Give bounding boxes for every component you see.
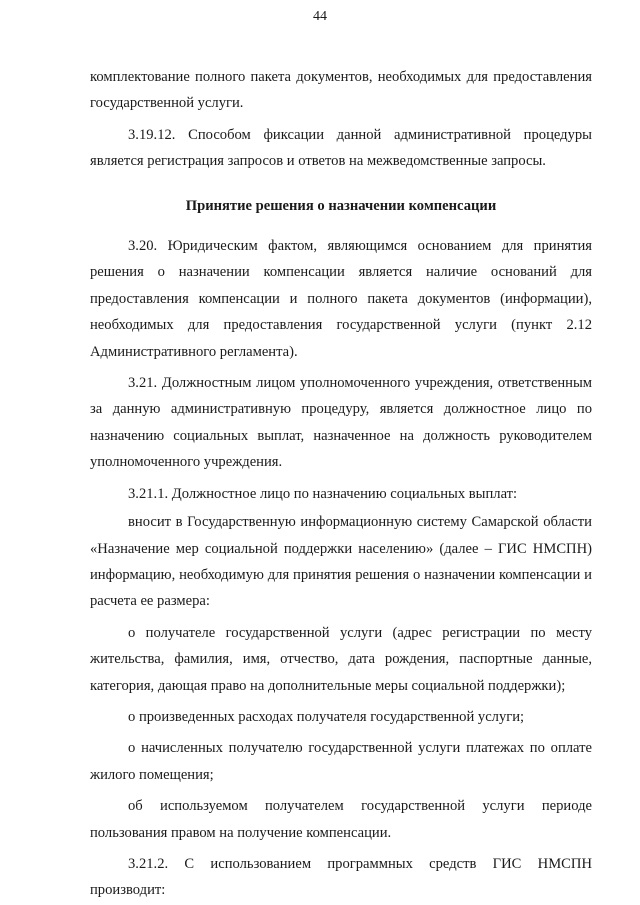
paragraph-continuation: комплектование полного пакета документов, необходимых для предоставления государственной услуги. — [90, 69, 592, 112]
paragraph-recipient-info: о получателе государственной услуги (адрес регистрации по месту жительства, фамилия, имя, отчество, дата рождения, паспортные данные, категория, дающая право на дополнительные меры социальной поддержки); — [90, 624, 592, 694]
paragraph-expenses: о произведенных расходах получателя государственной услуги; — [128, 708, 525, 725]
paragraph-3-20: 3.20. Юридическим фактом, являющимся основанием для принятия решения о назначении компенсации является наличие оснований для предоставления компенсации и полного пакета документов (информации), необходимых для предоставления государственной услуги (пункт 2.12 Административного регламента). — [90, 238, 592, 360]
section-heading: Принятие решения о назначении компенсации — [185, 197, 497, 214]
paragraph-enters-info: вносит в Государственную информационную систему Самарской области «Назначение мер социальной поддержки населению» (далее – ГИС НМСПН) информацию, необходимую для принятия решения о назначении компенсации и расчета ее размера: — [90, 514, 592, 610]
paragraph-3-21-2: 3.21.2. С использованием программных средств ГИС НМСПН производит: — [90, 855, 592, 899]
paragraph-3-21: 3.21. Должностным лицом уполномоченного учреждения, ответственным за данную административную процедуру, является должностное лицо по назначению социальных выплат, назначенное на должность руководителем уполномоченного учреждения. — [90, 375, 592, 471]
paragraph-payments: о начисленных получателю государственной услуги платежах по оплате жилого помещения; — [90, 740, 592, 783]
paragraph-3-21-1: 3.21.1. Должностное лицо по назначению социальных выплат: — [128, 485, 518, 502]
page-number: 44 — [313, 9, 327, 24]
document-body — [90, 64, 592, 904]
paragraph-3-19-12: 3.19.12. Способом фиксации данной административной процедуры является регистрация запросов и ответов на межведомственные запросы. — [90, 126, 592, 170]
paragraph-usage-period: об используемом получателем государственной услуги периоде пользования правом на получение компенсации. — [90, 798, 592, 841]
